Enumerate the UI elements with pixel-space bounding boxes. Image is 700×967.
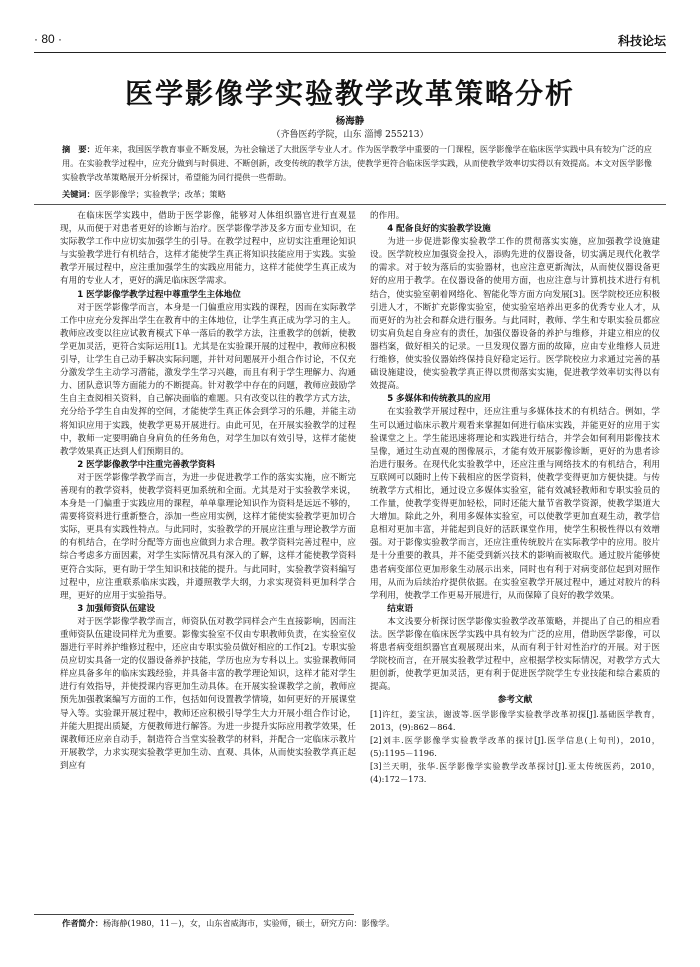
- section-5-paragraph: 在实验教学开展过程中，还应注重与多媒体技术的有机结合。例如，学生可以通过临床示教片观看来掌握如何进行临床实践，并能更好的应用于实验课堂之上。学生能迅速将理论和实践进行结合，并学会如何利用影像技术呈像，通过生动直观的图像展示，才能有效开展影像诊断，更好的为患者诊治进行服务。在现代化实验教学中，还应注重与网络技术的有机结合，利用互联网可以随时上传下载相应的医学资料，使教学变得更加方便快捷。与传统教学方式相比，通过设立多媒体实验室，能有效减轻教师和专职实验员的工作量，使教学变得更加轻松，同时还能大量节省教学资源，使教学渠道大大增加。除此之外，利用多媒体实验室，可以使教学更加直观生动，教学信息相对更加丰富，并能起到良好的活跃课堂作用，使学生积极性得以有效增强。对于影像实验教学而言，还应注重传统胶片在实际教学中的应用。胶片是十分重要的教具，并不能受到新兴技术的影响而被取代。通过胶片能够使患者病变部位更加形象生动展示出来，同时也有利于对病变部位起到对照作用，从而为后续治疗提供依据。在实验室教学开展过程中，通过对胶片的科学利用，使教学工作更易开展进行，从而保障了良好的教学效果。: [370, 407, 660, 601]
- header-rule: [34, 52, 666, 53]
- keywords: [62, 187, 652, 201]
- keywords-text: 医学影像学；实验教学；改革；策略: [94, 189, 226, 199]
- left-column: [60, 210, 356, 773]
- page-number: · 80 ·: [34, 32, 63, 46]
- author-footnote: [62, 918, 666, 929]
- abstract-divider: [34, 204, 666, 205]
- right-column: [370, 210, 660, 786]
- abstract-text: 近年来，我国医学教育事业不断发展，为社会输送了大批医学专业人才。作为医学教学中重要的一门课程，医学影像学在临床医学实践中具有较为广泛的应用。在实验教学过程中，应充分做到与时俱进、不断创新，改变传统的教学方法，使教学更符合临床医学实践，从而使教学效率切实得以有效提高。本文对医学影像实验教学改革策略展开分析探讨，希望能为同行提供一些帮助。: [62, 144, 652, 182]
- section-3-paragraph: 对于医学影像学教学而言，师资队伍对教学同样会产生直接影响，因而注重师资队伍建设同样尤为重要。影像实验室不仅由专职教师负责，在实验室仪器进行平时养护维修过程中，还应由专职实验员做好相应的工作[2]。专职实验员应切实具备一定的仪器设备养护技能，学历也应为专科以上。实验课教师同样应具备多年的临床实践经验，并具备丰富的教学理论知识，这样才能对学生进行有效指导，并使授课内容更加生动具体。在开展实验课教学之前，教师应预先加强教案编写方面的工作，包括如何设置教学情境，如何更好的开展课堂导入等。实验课开展过程中，教师还应积极引导学生大力开展小组合作讨论，并能大胆提出质疑，方便教师进行解答。为进一步提升实际应用教学效果，任课教师还应亲自动手，制造符合当堂实验教学的材料，并配合一定临床示教片开展教学，力求实现实验教学更加生动、直观、具体，从而使实验教学真正起到应有: [60, 616, 356, 771]
- reference-item: [3]兰天明，张华.医学影像学实验教学改革探讨[J].亚太传统医药，2010，(4):172－173.: [370, 760, 660, 784]
- section-5-heading: 5 多媒体和传统教具的应用: [387, 394, 491, 405]
- section-1-heading: 1 医学影像学教学过程中尊重学生主体地位: [77, 289, 241, 300]
- abstract: [62, 142, 652, 184]
- author-name: 杨海静: [335, 116, 365, 127]
- conclusion-paragraph: 本文浅要分析探讨医学影像实验教学改革策略，并提出了自己的相应看法。医学影像在临床医学实践中具有较为广泛的应用，借助医学影像，可以将患者病变组织器官直观展现出来，从而有利于针对性治疗的开展。对于医学院校而言，在开展实验教学过程中，应根据学校实际情况，对教学方式大胆创新，使教学更加灵活，更有利于促进医学院学生专业技能和综合素质的提高。: [370, 616, 660, 693]
- running-header: [34, 30, 666, 50]
- section-1-paragraph: 对于医学影像学而言，本身是一门偏重应用实践的课程，因而在实际教学工作中应充分发挥出学生在教育中的主体地位，让学生真正成为学习的主人。教师应改变以往应试教育模式下单一落后的教学方法，注重教学的创新，使教学更加灵活，更符合实际运用[1]。尤其是在实验课开展的过程中，教师应积极引导，让学生自己动手解决实际问题，并针对问题展开小组合作讨论，不仅充分激发学生主动学习潜能，激发学生学习兴趣，而且有利于学生理解力、沟通力、团队意识等方面能力的不断提高。针对教学中存在的问题，教师应鼓励学生自主查阅相关资料，自己解决面临的难题。只有改变以往的教学方式方法，充分给予学生自由发挥的空间，才能使学生真正体会到学习的乐趣，并能主动将知识应用于实践，使教学更易开展进行。由此可见，在开展实验教学的过程中，教师一定要明确自身肩负的任务角色，对学生加以有效引导，这样才能使教学效果真正达到人们预期目的。: [60, 302, 356, 457]
- reference-item: [1]许红，姜宝法，谢波等.医学影像学实验教学改革初探[J].基础医学教育，2013，(9):862－864.: [370, 708, 660, 732]
- section-3-heading: 3 加强师资队伍建设: [77, 603, 155, 614]
- intro-paragraph: 在临床医学实践中，借助于医学影像，能够对人体组织器官进行直观显现，从而便于对患者更好的诊断与治疗。医学影像学涉及多方面专业知识，在实际教学工作中应切实加强学生的引导。在教学过程中，应切实注重理论知识与实验教学进行有机结合，这样才能使学生真正将知识技能应用于实践。实验教学开展过程中，应注重加强学生的实践应用能力，这样才能使学生真正成为有用的专业人才，更好的满足临床医学需求。: [60, 211, 356, 287]
- reference-item: [2]刘丰.医学影像学实验教学改革的探讨[J].医学信息(上旬刊)，2010，(5):1195－1196.: [370, 734, 660, 758]
- footnote-label: 作者简介：: [62, 918, 103, 928]
- references-heading: 参考文献: [497, 695, 533, 706]
- keywords-label: 关键词：: [62, 189, 95, 199]
- reference-list: [370, 708, 660, 786]
- journal-name: 科技论坛: [617, 34, 666, 48]
- section-4-paragraph: 为进一步促进影像实验教学工作的贯彻落实实施，应加强教学设施建设。医学院校应加强资金投入，添购先进的仪器设备，切实满足现代化教学的需求。对于较为落后的实验器材，也应注意更新淘汰，从而使仪器设备更好的应用于教学。在仪器设备的使用方面，也应注意与计算机技术进行有机结合，使实验室朝着网络化、智能化等方面方向发展[3]。医学院校还应积极引进人才，不断扩充影像实验室，使实验室培养出更多的优秀专业人才，从而更好的为社会和群众进行服务。与此同时，教师、学生和专职实验员都应切实肩负起自身应有的责任，加强仪器设备的养护与维修，并建立相应的仪器档案，做好相关的记录。一旦发现仪器方面的故障，应由专业维修人员进行维修，使实验仪器始终保持良好稳定运行。医学院校应力求通过完善的基础设施建设，使实验教学真正得以贯彻落实实施，促进教学效率切实得以有效提高。: [370, 237, 660, 392]
- footnote-rule: [34, 914, 354, 915]
- affiliation: （齐鲁医药学院，山东 淄博 255213）: [271, 130, 429, 140]
- footnote-text: 杨海静(1980，11－)，女，山东省威海市，实验师，硕士，研究方向：影像学。: [102, 918, 395, 928]
- section-4-heading: 4 配备良好的实验教学设施: [387, 224, 491, 235]
- section-2-heading: 2 医学影像教学中注重完善教学资料: [77, 459, 216, 470]
- section-2-paragraph: 对于医学影像学教学而言，为进一步促进教学工作的落实实施，应不断完善现有的教学资料，使教学资料更加系统和全面。尤其是对于实验教学来说，本身是一门偏重于实践应用的课程，单单靠理论知识作为资料是远远不够的，需要将资料进行重新整合，添加一些应用实例，这样才能使实验教学更加切合实际，更具有实践性特点。与此同时，实验教学的开展应注重与理论教学方面的有机结合，在学时分配等方面也应做到力求合理。教学资料完善过程中，应综合考虑多方面因素，对学生实际情况具有深入的了解，这样才能使教学资料更符合实际，更有助于学生知识和技能的提升。与此同时，实验教学资料编写过程中，应注重联系临床实践，并遵照教学大纲，力求实现资料更加科学合理，更好的应用于实验指导。: [60, 472, 356, 601]
- article-title: 医学影像学实验教学改革策略分析: [124, 77, 575, 110]
- continued-text: 的作用。: [370, 211, 405, 221]
- abstract-label: 摘 要：: [62, 144, 95, 154]
- conclusion-heading: 结束语: [387, 603, 413, 614]
